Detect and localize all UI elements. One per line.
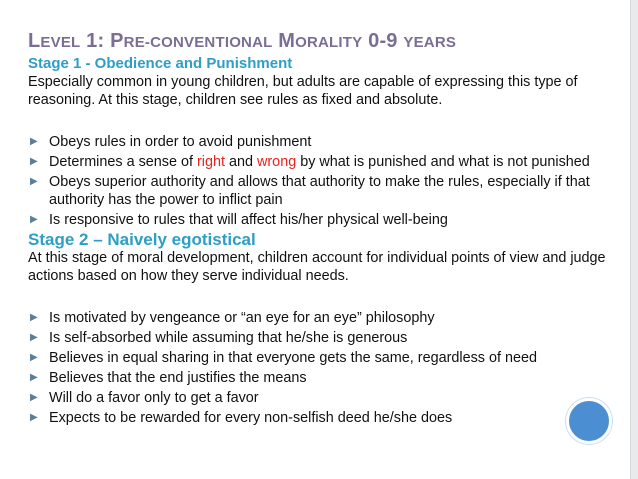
stage2-bullet-list xyxy=(28,309,608,427)
title-part3-small: RE-CONVENTIONAL xyxy=(123,34,273,51)
list-item xyxy=(28,211,608,229)
title-part5: 0-9 xyxy=(362,30,404,52)
list-item xyxy=(28,329,608,347)
list-item xyxy=(28,389,608,407)
bullet-text-mid: and xyxy=(224,154,257,170)
triangle-right-icon: ▶ xyxy=(30,176,38,187)
bullet-text: Is self-absorbed while assuming that he/she is generous xyxy=(49,330,408,346)
highlight-right: right xyxy=(196,154,225,170)
title-part2: 1: xyxy=(80,30,111,52)
list-item xyxy=(28,369,608,387)
triangle-right-icon: ▶ xyxy=(30,312,38,323)
list-item xyxy=(28,349,608,367)
triangle-right-icon: ▶ xyxy=(30,214,38,225)
decorative-circle xyxy=(566,398,612,444)
list-item xyxy=(28,309,608,327)
stage2-paragraph: At this stage of moral development, children account for individual points of view and judge actions based on how they serve individual needs. xyxy=(28,250,606,284)
slide-right-border xyxy=(630,0,638,479)
list-item xyxy=(28,153,608,171)
bullet-text: Will do a favor only to get a favor xyxy=(49,390,259,406)
bullet-text: Obeys superior authority and allows that authority to make the rules, especially if that authority has the power to inflict pain xyxy=(49,174,590,208)
bullet-text: Believes that the end justifies the means xyxy=(49,370,307,386)
triangle-right-icon: ▶ xyxy=(30,372,38,383)
title-part3-big: P xyxy=(110,30,124,52)
bullet-text: Obeys rules in order to avoid punishment xyxy=(49,134,312,150)
triangle-right-icon: ▶ xyxy=(30,332,38,343)
highlight-wrong: wrong xyxy=(257,154,297,170)
bullet-text: Believes in equal sharing in that everyone gets the same, regardless of need xyxy=(49,350,537,366)
bullet-text-post: by what is punished and what is not punished xyxy=(296,154,590,170)
stage2-heading: Stage 2 – Naively egotistical xyxy=(28,230,256,249)
stage1-bullet-list xyxy=(28,133,608,229)
stage1-heading: Stage 1 - Obedience and Punishment xyxy=(28,55,293,72)
triangle-right-icon: ▶ xyxy=(30,412,38,423)
slide-content xyxy=(28,55,608,427)
stage1-paragraph: Especially common in young children, but adults are capable of expressing this type of reasoning. At this stage, children see rules as fixed and absolute. xyxy=(28,74,578,108)
triangle-right-icon: ▶ xyxy=(30,136,38,147)
title-part6-small: YEARS xyxy=(403,34,457,51)
bullet-text: Is motivated by vengeance or “an eye for an eye” philosophy xyxy=(49,310,435,326)
title-part1-small: EVEL xyxy=(40,34,81,51)
list-item xyxy=(28,133,608,151)
bullet-text: Is responsive to rules that will affect his/her physical well-being xyxy=(49,212,448,228)
bullet-text: Expects to be rewarded for every non-selfish deed he/she does xyxy=(49,410,453,426)
triangle-right-icon: ▶ xyxy=(30,392,38,403)
triangle-right-icon: ▶ xyxy=(30,352,38,363)
title-part1-big: L xyxy=(28,30,41,52)
list-item xyxy=(28,409,608,427)
bullet-text-pre: Determines a sense of xyxy=(49,154,197,170)
title-part4-big: M xyxy=(272,30,296,52)
triangle-right-icon: ▶ xyxy=(30,156,38,167)
list-item xyxy=(28,173,608,209)
slide-title xyxy=(28,30,456,53)
title-part4-small: ORALITY xyxy=(295,34,363,51)
